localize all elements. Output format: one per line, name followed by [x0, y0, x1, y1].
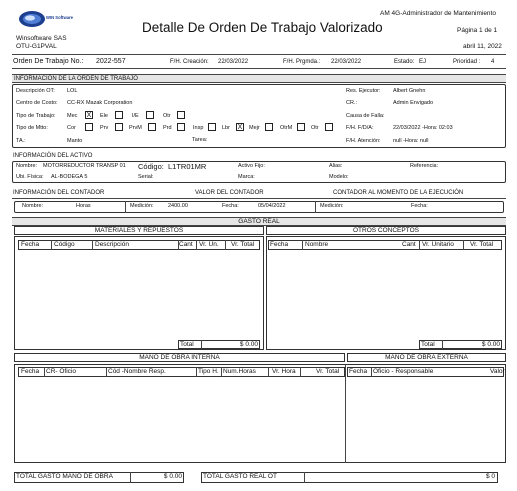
ta-value: Manto	[67, 138, 83, 144]
fdia-value: 22/03/2022 -Hora: 02:03	[393, 125, 453, 131]
work-type-mec-checkbox[interactable]: X	[86, 112, 92, 119]
priority-value: 4	[491, 59, 495, 65]
labor-split	[345, 364, 346, 463]
materials-col-sep	[225, 240, 226, 250]
other-total-value: $ 0.00	[481, 340, 500, 348]
location-label: Ubi. Física:	[16, 174, 44, 180]
desc-label: Descripción OT:	[16, 88, 55, 94]
mtto-prv-checkbox[interactable]	[115, 123, 123, 131]
fdia-label: F/H. F/D/A:	[346, 125, 374, 131]
attention-value: null -Hora: null	[393, 138, 429, 144]
center-value: CC-RX Mazak Corporation	[67, 100, 133, 106]
labor-int-col-vrtotal: Vr. Total	[316, 368, 340, 375]
materials-col-sep	[196, 240, 197, 250]
ta-label: TA.:	[16, 138, 26, 144]
labor-total-sep	[130, 472, 131, 483]
labor-total-label: TOTAL GASTO MANO DE OBRA	[16, 473, 113, 480]
report-code: OTU-G1PVAL	[16, 43, 57, 50]
materials-col-codigo: Código	[54, 241, 75, 248]
labor-ext-title: MANO DE OBRA EXTERNA	[385, 353, 468, 361]
mtto-prvm-label: PrvM	[129, 125, 142, 131]
labor-int-col-fecha: Fecha	[21, 368, 40, 375]
counter-divider-2	[315, 201, 316, 213]
priority-label: Prioridad :	[453, 59, 481, 65]
fixed-asset-label: Activo Fijo:	[238, 163, 265, 169]
materials-col-fecha: Fecha	[21, 241, 40, 248]
other-col-fecha: Fecha	[270, 241, 289, 248]
mtto-otr-label: Otr	[311, 125, 319, 131]
labor-int-col-tipo: Tipo H.	[198, 368, 219, 375]
created-date: 22/03/2022	[218, 59, 249, 65]
work-type-otr-label: Otr	[163, 113, 171, 119]
counter-exec-date-label: Fecha:	[411, 203, 428, 209]
other-col-nombre: Nombre	[305, 241, 329, 248]
labor-int-col-sep	[221, 367, 222, 377]
mtto-prd-label: Prd	[163, 125, 172, 131]
mtto-otr-checkbox[interactable]	[325, 123, 333, 131]
counter-section-title: INFORMACIÓN DEL CONTADOR	[13, 190, 105, 196]
work-type-mec-label: Mec	[67, 113, 78, 119]
created-label: F/H. Creación:	[170, 59, 209, 65]
materials-col-desc: Descripción	[95, 241, 129, 248]
other-header-row	[268, 240, 502, 250]
labor-int-col-resp: Cód -Nombre Resp.	[108, 368, 166, 375]
counter-meas: 2400.00	[168, 203, 188, 209]
labor-int-col-sep	[300, 367, 301, 377]
labor-int-col-sep	[196, 367, 197, 377]
other-table	[266, 236, 506, 350]
brand-label: Marca:	[238, 174, 255, 180]
other-col-sep	[302, 240, 303, 250]
asset-code-label: Código:	[138, 162, 164, 171]
materials-col-vrtotal: Vr. Total	[231, 241, 255, 248]
work-type-ie-label: I/E	[132, 113, 139, 119]
cr-value: Admin Envigado	[393, 100, 434, 106]
mtto-label: Tipo de Mtto:	[16, 125, 48, 131]
counter-exec-meas-label: Medición:	[320, 203, 344, 209]
labor-ext-col-fecha: Fecha	[349, 368, 368, 375]
materials-col-sep	[51, 240, 52, 250]
labor-int-col-sep	[268, 367, 269, 377]
cr-label: CR.:	[346, 100, 357, 106]
labor-total-value: $ 0.00	[163, 473, 182, 480]
serial-label: Serial:	[138, 174, 154, 180]
order-number-label: Orden De Trabajo No.:	[13, 58, 84, 65]
ot-total-value: $ 0	[485, 473, 495, 480]
work-type-ele-checkbox[interactable]	[115, 111, 123, 119]
location-value: AL-BODEGA 5	[51, 174, 88, 180]
other-col-sep	[463, 240, 464, 250]
counter-value-title: VALOR DEL CONTADOR	[195, 190, 264, 196]
mtto-cor-label: Cor	[67, 125, 76, 131]
work-type-ele-label: Ele	[100, 113, 108, 119]
materials-total-sep	[201, 340, 202, 349]
company-name: Winsoftware SAS	[16, 35, 67, 42]
labor-table	[14, 364, 506, 463]
mtto-prvm-checkbox[interactable]	[148, 123, 156, 131]
ot-total-sep	[304, 472, 305, 483]
info-section-title: INFORMACIÓN DE LA ORDEN DE TRABAJO	[14, 76, 138, 82]
planned-date: 22/03/2022	[331, 59, 362, 65]
logo-text: WIN Software	[46, 15, 73, 20]
materials-total-value: $ 0.00	[239, 340, 258, 348]
asset-section-title: INFORMACIÓN DEL ACTIVO	[13, 153, 93, 159]
cause-label: Causa de Falla:	[346, 113, 385, 119]
status-label: Estado:	[394, 59, 415, 65]
other-col-cant: Cant	[402, 241, 416, 248]
labor-ext-col-oficio: Oficio - Responsable	[373, 368, 434, 375]
labor-int-col-sep	[44, 367, 45, 377]
other-col-sep	[419, 240, 420, 250]
materials-col-cant: Cant	[179, 241, 193, 248]
labor-ext-col-sep	[371, 367, 372, 377]
other-total-label: Total	[421, 340, 435, 348]
work-type-otr-checkbox[interactable]	[177, 111, 185, 119]
order-number: 2022-557	[96, 58, 126, 65]
counter-name: Horas	[76, 203, 91, 209]
company-logo	[18, 10, 73, 28]
asset-name-label: Nombre:	[16, 163, 38, 169]
ot-total-label: TOTAL GASTO REAL OT	[203, 473, 277, 480]
mtto-lbr-checkbox[interactable]: X	[237, 124, 243, 131]
mtto-insp-checkbox[interactable]	[208, 123, 216, 131]
counter-exec-title: CONTADOR AL MOMENTO DE LA EJECUCIÓN	[333, 190, 464, 196]
executor-label: Res. Ejecutor:	[346, 88, 381, 94]
labor-int-title: MANO DE OBRA INTERNA	[139, 353, 220, 361]
counter-date: 05/04/2022	[258, 203, 286, 209]
materials-col-vrun: Vr. Un.	[199, 241, 219, 248]
other-col-vrtotal: Vr. Total	[470, 241, 494, 248]
materials-title: MATERIALES Y REPUESTOS	[94, 226, 184, 234]
report-date: abril 11, 2022	[463, 43, 502, 50]
mtto-prv-label: Prv	[100, 125, 109, 131]
mtto-cor-checkbox[interactable]	[85, 123, 93, 131]
model-label: Modelo:	[329, 174, 349, 180]
mtto-mejr-checkbox[interactable]	[265, 123, 273, 131]
asset-code: L1TR01MR	[168, 162, 207, 171]
counter-meas-label: Medición:	[130, 203, 154, 209]
mtto-insp-label: Insp	[193, 125, 204, 131]
desc-value: LOL	[67, 88, 78, 94]
mtto-otrm-checkbox[interactable]	[297, 123, 305, 131]
counter-date-label: Fecha:	[222, 203, 239, 209]
alias-label: Alias:	[329, 163, 343, 169]
labor-int-col-horas: Num.Horas	[223, 368, 256, 375]
mtto-otrm-label: OtrM	[280, 125, 293, 131]
attention-label: F/H. Atención:	[346, 138, 381, 144]
other-total-sep	[442, 340, 443, 349]
materials-total-label: Total	[180, 340, 194, 348]
order-divider	[12, 68, 506, 69]
counter-name-label: Nombre:	[22, 203, 44, 209]
gasto-real-title: GASTO REAL	[238, 218, 280, 225]
counter-top-line	[12, 198, 506, 199]
user-name: AM 4G-Administrador de Mantenimiento	[380, 10, 496, 17]
labor-int-col-vrhora: Vr. Hora	[272, 368, 296, 375]
materials-col-sep	[92, 240, 93, 250]
labor-ext-col-valor: Valor	[490, 368, 505, 375]
page-title: Detalle De Orden De Trabajo Valorizado	[142, 20, 383, 35]
other-col-vrunit: Vr. Unitario	[422, 241, 454, 248]
task-label: Tarea:	[192, 137, 208, 143]
mtto-prd-checkbox[interactable]	[177, 123, 185, 131]
mtto-lbr-label: Lbr	[222, 125, 230, 131]
reference-label: Referencia:	[410, 163, 439, 169]
center-label: Centro de Costo:	[16, 100, 58, 106]
mtto-mejr-label: Mejr	[249, 125, 260, 131]
work-type-ie-checkbox[interactable]	[146, 111, 154, 119]
page-number: Página 1 de 1	[457, 27, 498, 34]
counter-divider-1	[125, 201, 126, 213]
executor-value: Albert Gnehn	[393, 88, 426, 94]
work-type-label: Tipo de Trabajo:	[16, 113, 56, 119]
status-value: EJ	[419, 59, 427, 65]
materials-table	[14, 236, 264, 350]
labor-int-col-sep	[106, 367, 107, 377]
header-divider	[12, 54, 506, 55]
other-title: OTROS CONCEPTOS	[353, 226, 419, 234]
asset-name: MOTORREDUCTOR TRANSP 01	[43, 163, 126, 169]
planned-label: F/H. Prgmda.:	[283, 59, 321, 65]
labor-int-col-oficio: CR- Oficio	[46, 368, 76, 375]
